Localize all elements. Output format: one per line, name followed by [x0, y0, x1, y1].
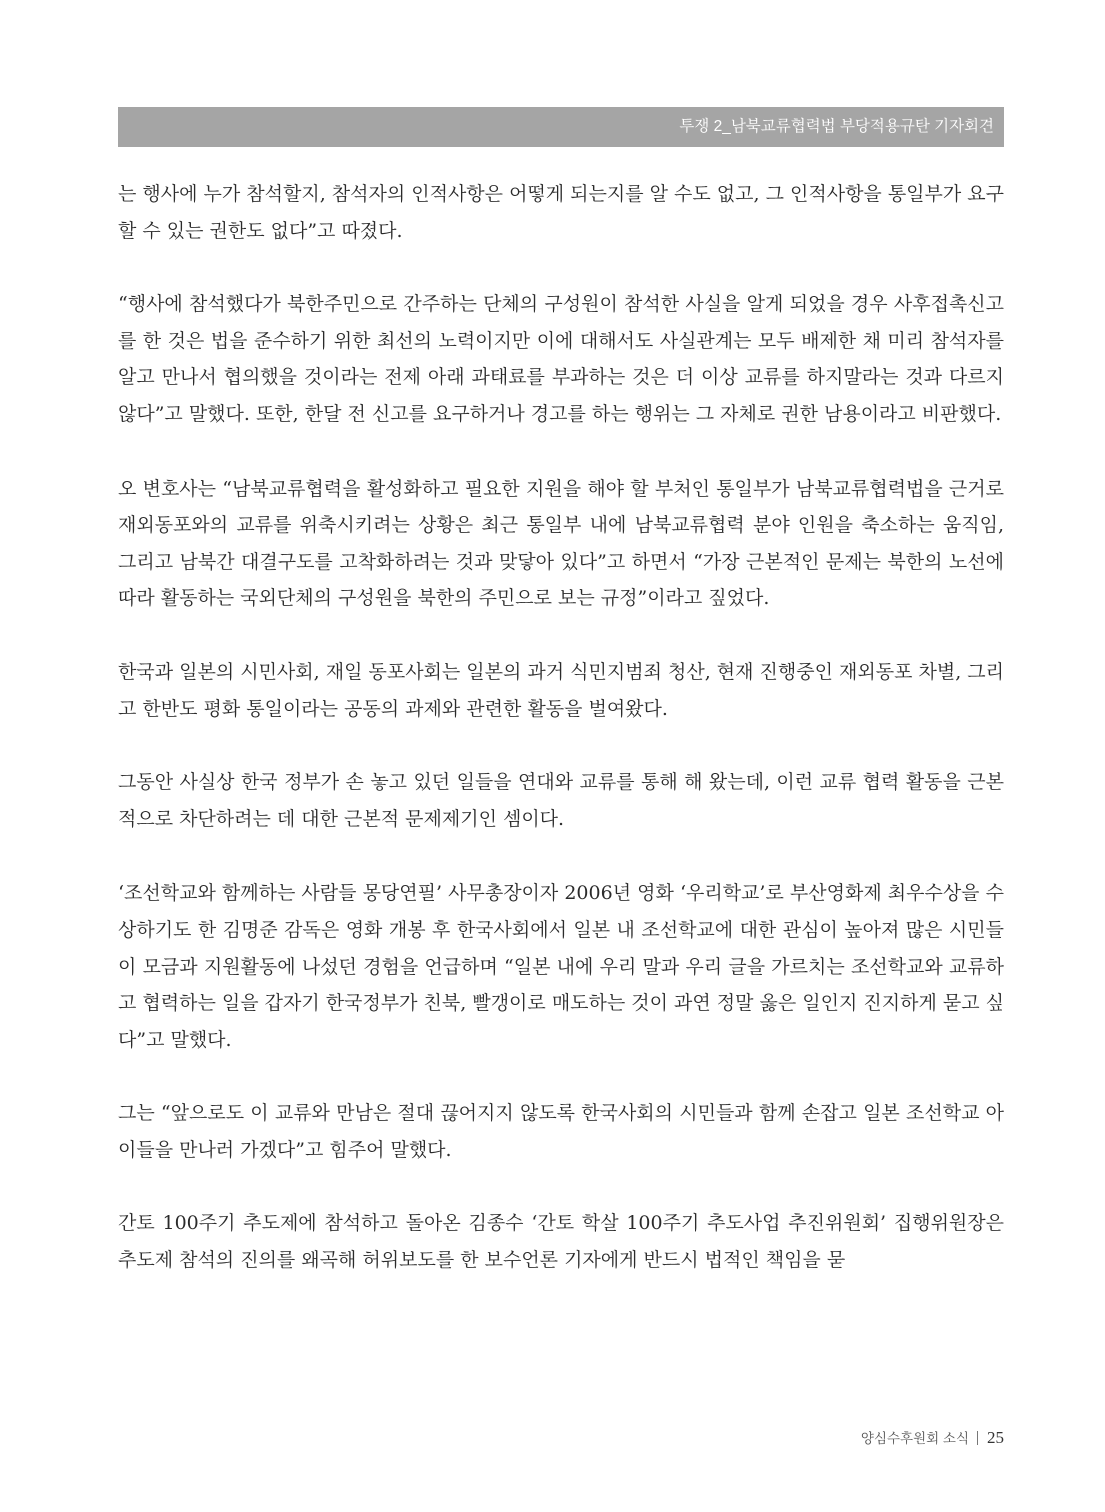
paragraph-6: ‘조선학교와 함께하는 사람들 몽당연필’ 사무총장이자 2006년 영화 ‘우리학교’로 부산영화제 최우수상을 수상하기도 한 김명준 감독은 영화 개봉 후 한국사회에서 일본 내 조선학교에 대한 관심이 높아져 많은 시민들이 모금과 지원활동에 나섰던 경험을 언급하며 “일본 내에 우리 말과 우리 글을 가르치는 조선학교와 교류하고 협력하는 일을 갑자기 한국정부가 친북, 빨갱이로 매도하는 것이 과연 정말 옳은 일인지 진지하게 묻고 싶다”고 말했다. — [118, 882, 1004, 1051]
running-header-title: 투쟁 2_남북교류협력법 부당적용규탄 기자회견 — [679, 118, 994, 135]
paragraph-3: 오 변호사는 “남북교류협력을 활성화하고 필요한 지원을 해야 할 부처인 통일부가 남북교류협력법을 근거로 재외동포와의 교류를 위축시키려는 상황은 최근 통일부 내에 남북교류협력 분야 인원을 축소하는 움직임, 그리고 남북간 대결구도를 고착화하려는 것과 맞닿아 있다”고 하면서 “가장 근본적인 문제는 북한의 노선에 따라 활동하는 국외단체의 구성원을 북한의 주민으로 보는 규정”이라고 짚었다. — [118, 477, 1004, 610]
footer-divider — [977, 1431, 978, 1445]
paragraph-4: 한국과 일본의 시민사회, 재일 동포사회는 일본의 과거 식민지범죄 청산, 현재 진행중인 재외동포 차별, 그리고 한반도 평화 통일이라는 공동의 과제와 관련한 활동을 벌여왔다. — [118, 660, 1004, 720]
page-number: 25 — [987, 1428, 1004, 1447]
paragraph-2: “행사에 참석했다가 북한주민으로 간주하는 단체의 구성원이 참석한 사실을 알게 되었을 경우 사후접촉신고를 한 것은 법을 준수하기 위한 최선의 노력이지만 이에 대해서도 사실관계는 모두 배제한 채 미리 참석자를 알고 만나서 협의했을 것이라는 전제 아래 과태료를 부과하는 것은 더 이상 교류를 하지말라는 것과 다르지 않다”고 말했다. 또한, 한달 전 신고를 요구하거나 경고를 하는 행위는 그 자체로 권한 남용이라고 비판했다. — [118, 293, 1004, 425]
paragraph-5: 그동안 사실상 한국 정부가 손 놓고 있던 일들을 연대와 교류를 통해 해 왔는데, 이런 교류 협력 활동을 근본적으로 차단하려는 데 대한 근본적 문제제기인 셈이다. — [118, 771, 1004, 830]
paragraph-1: 는 행사에 누가 참석할지, 참석자의 인적사항은 어떻게 되는지를 알 수도 없고, 그 인적사항을 통일부가 요구할 수 있는 권한도 없다”고 따졌다. — [118, 183, 1004, 242]
paragraph-7: 그는 “앞으로도 이 교류와 만남은 절대 끊어지지 않도록 한국사회의 시민들과 함께 손잡고 일본 조선학교 아이들을 만나러 가겠다”고 힘주어 말했다. — [118, 1102, 1004, 1161]
running-header-bar — [118, 107, 1004, 147]
paragraph-8: 간토 100주기 추도제에 참석하고 돌아온 김종수 ‘간토 학살 100주기 추도사업 추진위원회’ 집행위원장은 추도제 참석의 진의를 왜곡해 허위보도를 한 보수언론 기자에게 반드시 법적인 책임을 묻 — [118, 1212, 1004, 1272]
publication-name: 양심수후원회 소식 — [860, 1431, 969, 1446]
article-body — [118, 176, 1004, 1279]
page-footer — [861, 1426, 1004, 1450]
